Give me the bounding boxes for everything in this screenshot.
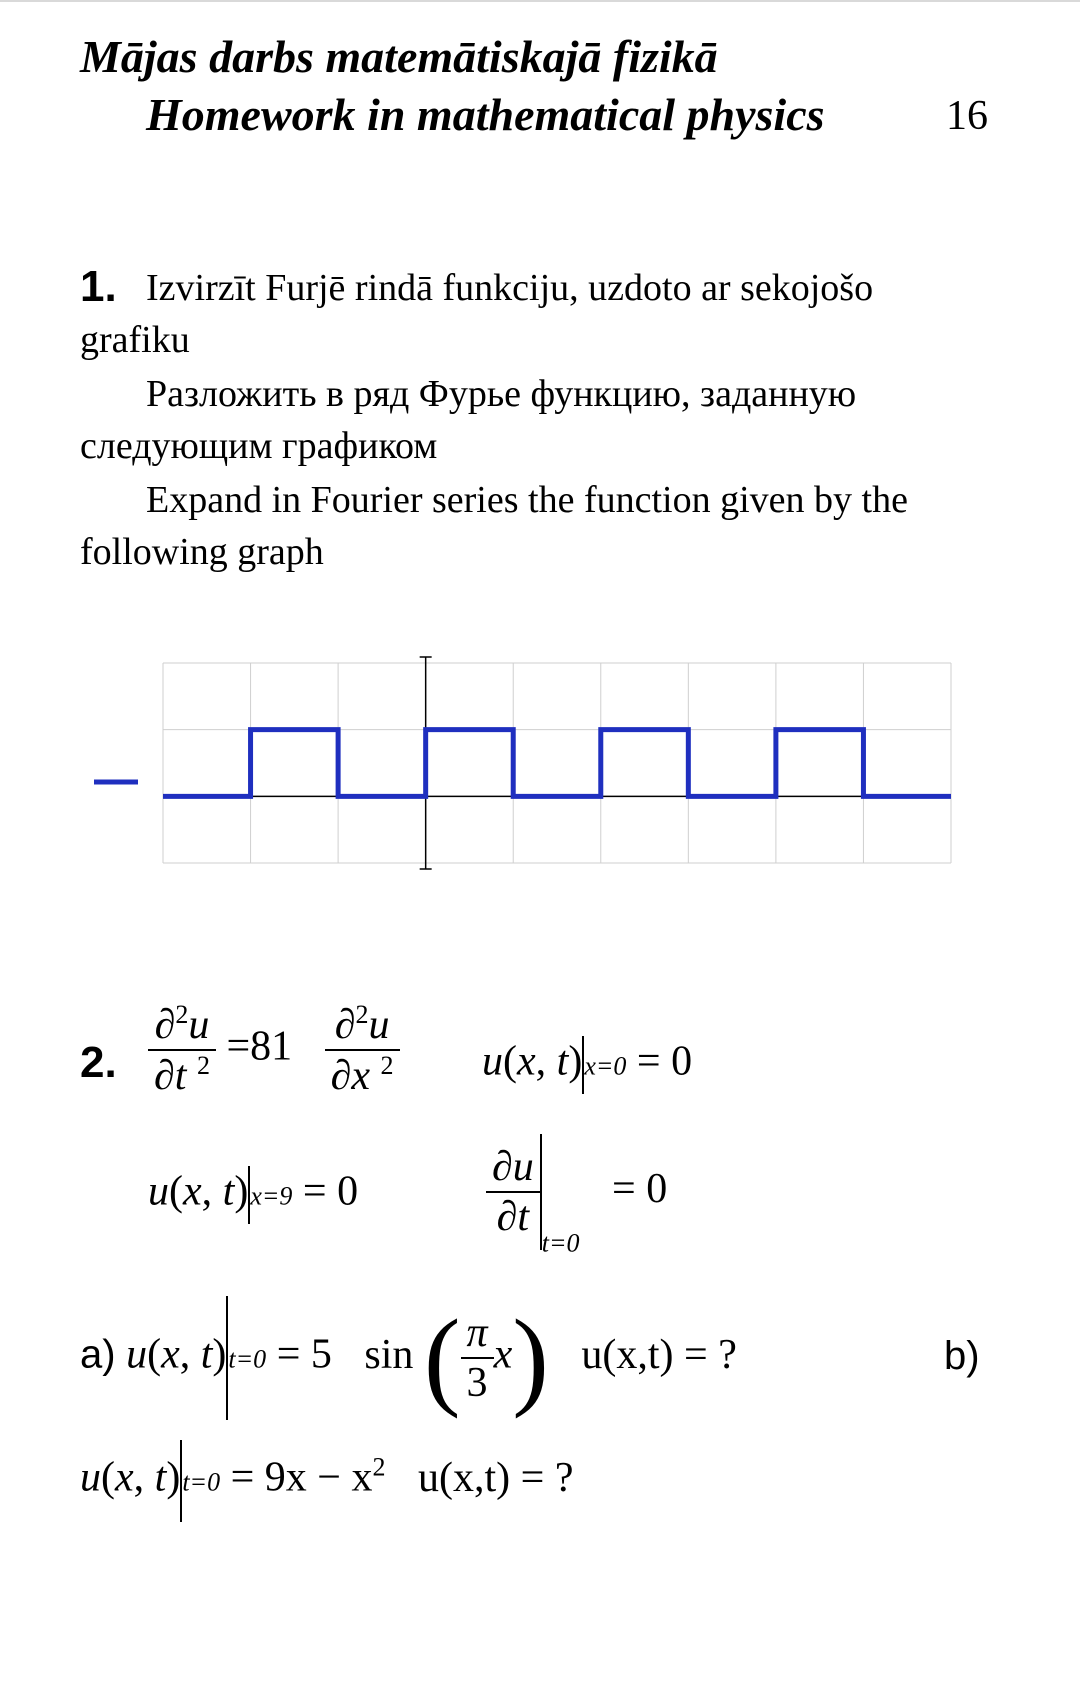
wave-equation: $\frac{\partial^2u}{\partial t ^2}$ =81 $\frac{\partial^2u}{\partial x ^2}$: [148, 1000, 400, 1100]
square-wave-chart: [80, 620, 980, 880]
top-rule: [0, 0, 1080, 2]
problem-1-text-ru-1: Разложить в ряд Фурье функцию, заданную: [146, 373, 857, 415]
title-english: Homework in mathematical physics: [146, 89, 825, 140]
chart-axes: [163, 657, 951, 869]
title-latvian: Mājas darbs matemātiskajā fizikā: [80, 31, 718, 82]
initial-velocity-condition: $\frac{\partial u}{\partial t}$ $_{t=0}$ = 0: [486, 1134, 667, 1259]
problem-1-number: 1.: [80, 262, 117, 311]
lhs-fraction: $\frac{\partial^2u}{\partial t ^2}$: [148, 1000, 216, 1100]
page-number: 16: [946, 93, 988, 139]
series-line: [163, 730, 951, 797]
part-b-unknown: u(x,t) = ?: [417, 1454, 574, 1501]
problem-1-text-en-1: Expand in Fourier series the function given by the: [146, 479, 908, 521]
problem-2-number: 2.: [80, 1038, 117, 1087]
part-b: u(x, $t)t=0 = 9x - x^2$ u(x,t) = ?: [80, 1440, 573, 1522]
problem-1-text-en-2: following graph: [80, 531, 324, 573]
wave-speed-coefficient: 81: [250, 1023, 293, 1070]
part-a-unknown: u(x,t) = ?: [581, 1331, 737, 1378]
problem-1-text-lv-2: grafiku: [80, 319, 190, 361]
boundary-condition-2: u(x, t)x=9 = 0: [148, 1166, 358, 1224]
part-a: a) u(x, t)t=0 = 5 sin ( $\frac{\pi}{3}$ x) u(x,t) = ?: [80, 1297, 737, 1419]
part-a-label: a): [80, 1332, 116, 1377]
problem-1-text-ru-2: следующим графиком: [80, 425, 438, 467]
part-b-label: b): [944, 1334, 980, 1378]
boundary-condition-1: u(x, t)x=0 = 0: [482, 1036, 692, 1094]
chart-grid: [163, 663, 951, 863]
problem-1-text-lv-1: Izvirzīt Furjē rindā funkciju, uzdoto ar sekojošo: [146, 267, 874, 309]
rhs-fraction: $\frac{\partial^2u}{\partial x ^2}$: [325, 1000, 400, 1100]
